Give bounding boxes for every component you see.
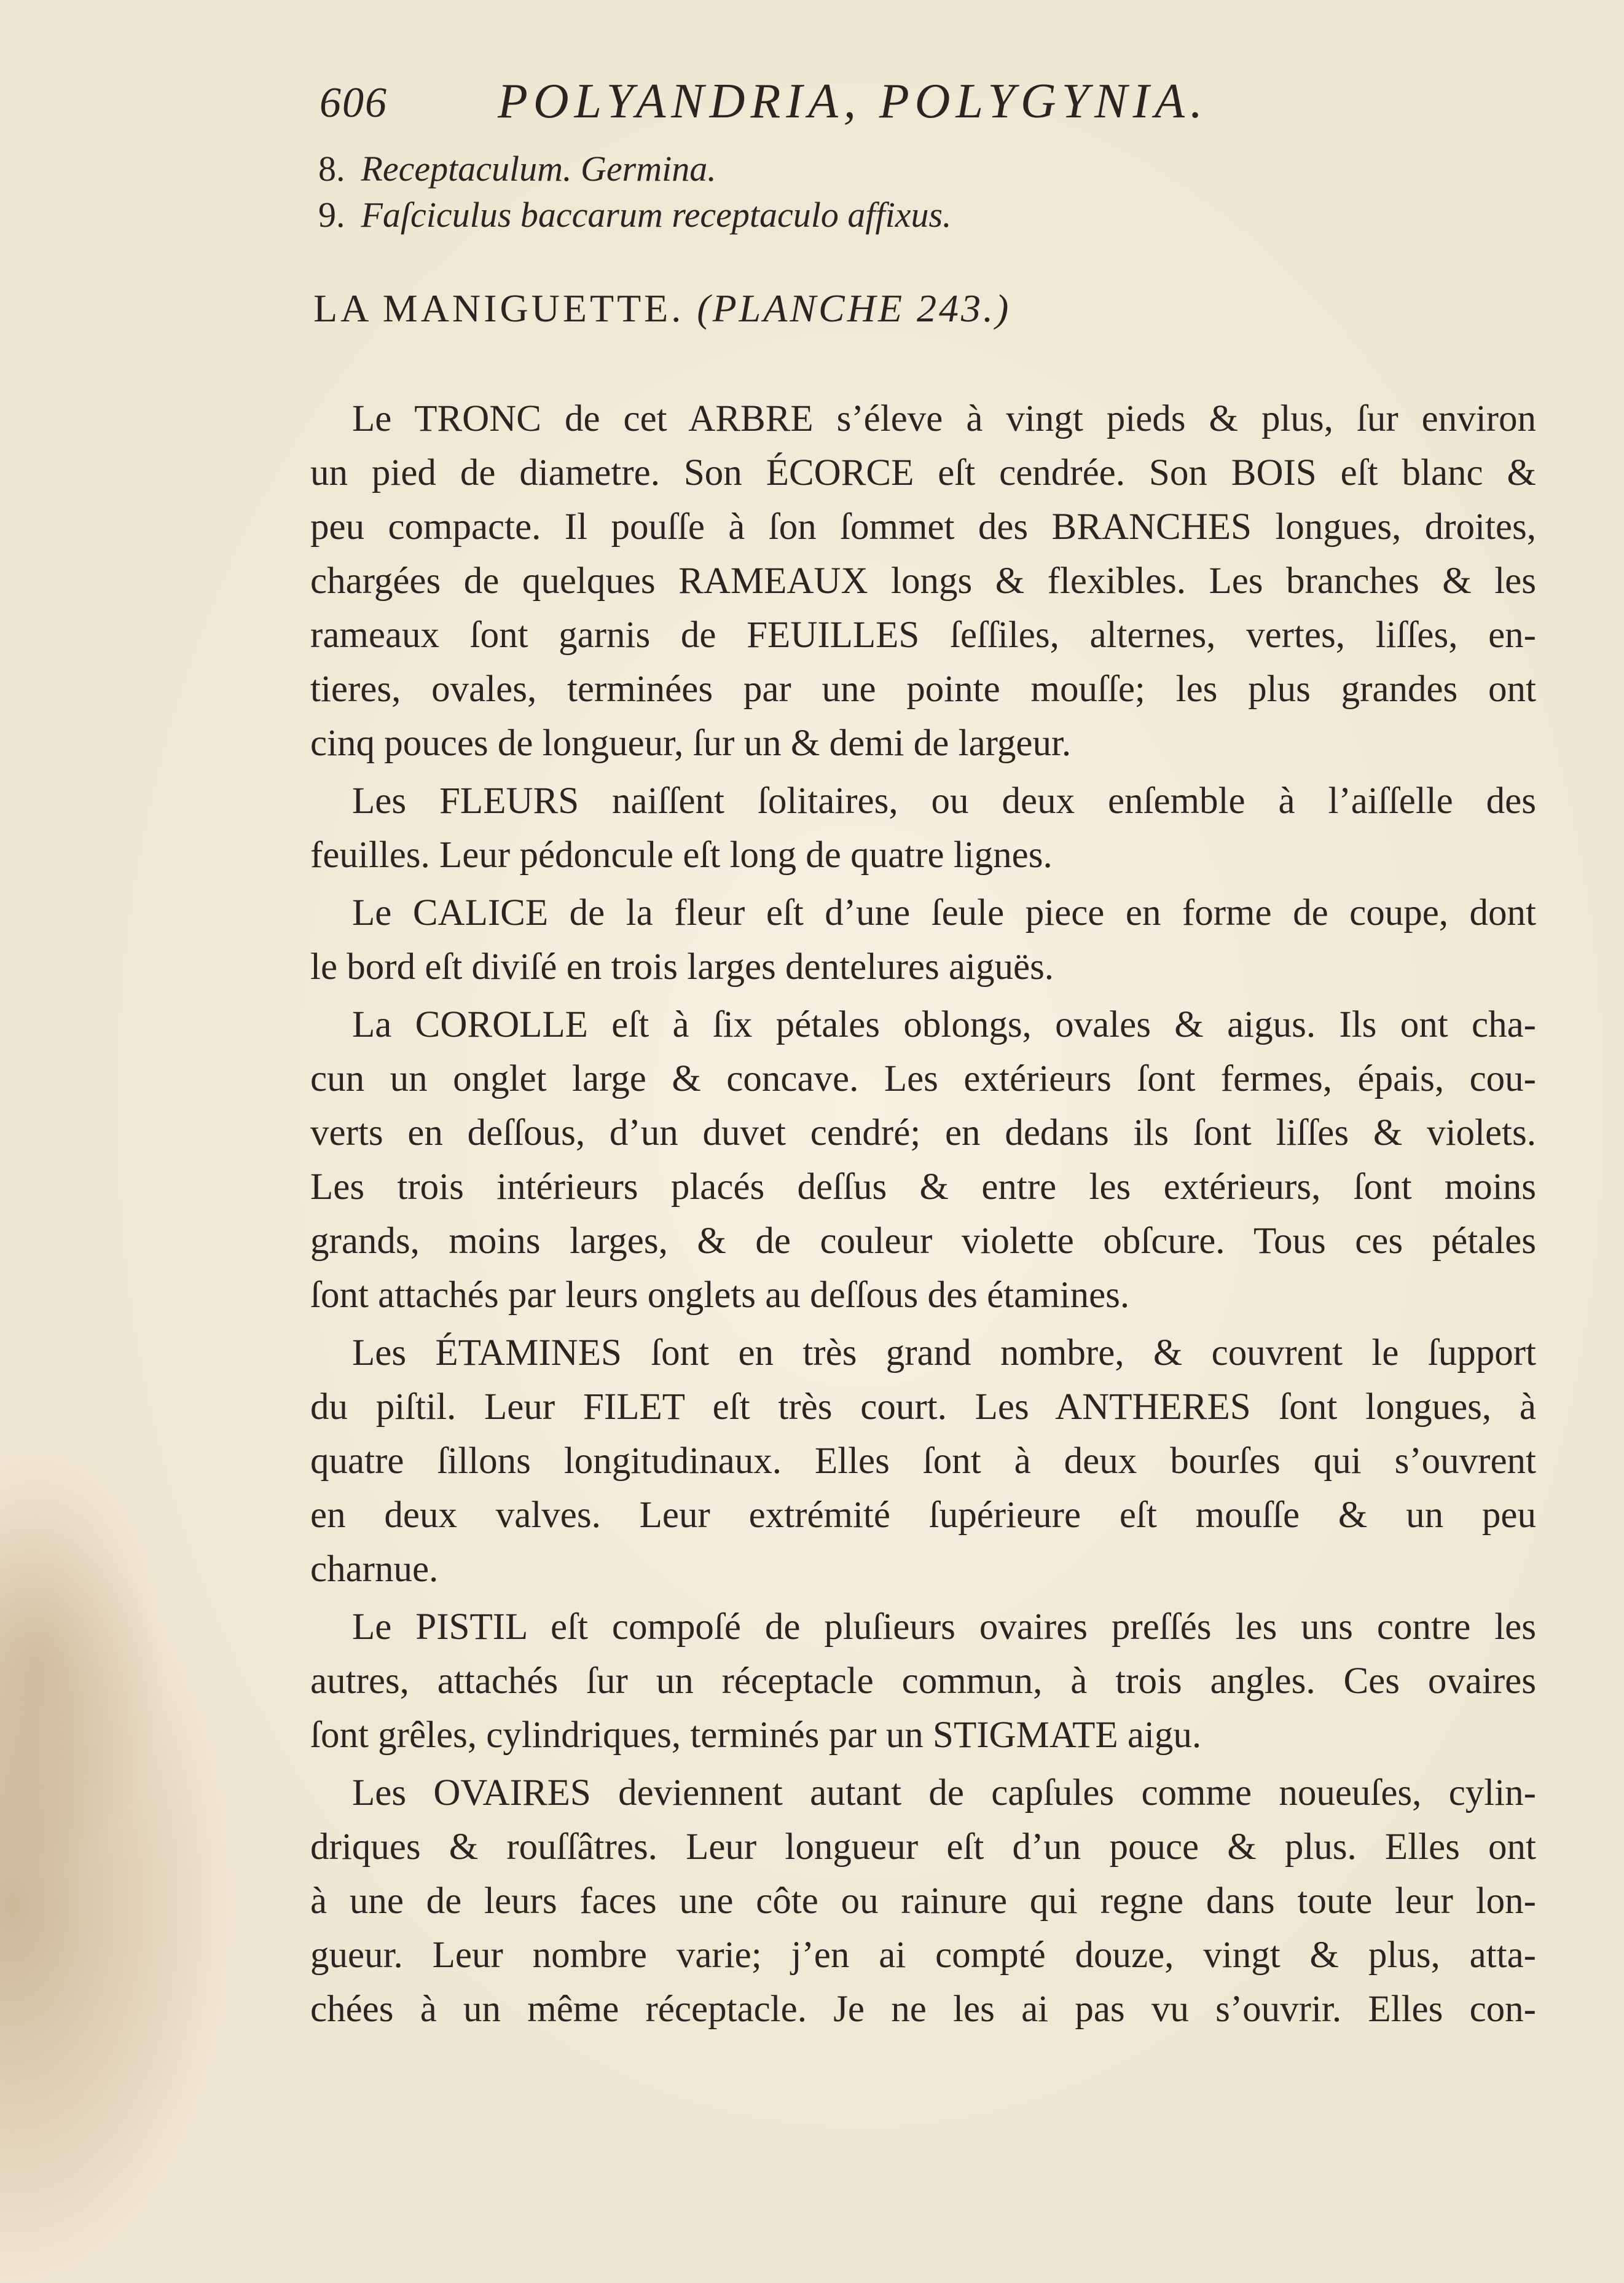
text-line: chées à un même réceptacle. Je ne les ai pas vu s’ouvrir. Elles con-: [310, 1989, 1536, 2030]
text-line: grands, moins larges, & de couleur violette obſcure. Tous ces pétales: [310, 1220, 1536, 1262]
section-title: LA MANIGUETTE.: [313, 286, 685, 330]
text-line: verts en deſſous, d’un duvet cendré; en dedans ils ſont liſſes & violets.: [310, 1112, 1536, 1153]
text-line: à une de leurs faces une côte ou rainure qui regne dans toute leur lon-: [310, 1880, 1536, 1922]
caption-text: Faſciculus baccarum receptaculo affixus.: [361, 195, 952, 235]
text-line: ſont attachés par leurs onglets au deſſous des étamines.: [310, 1275, 1130, 1316]
plate-caption-9: [318, 191, 952, 240]
body-text: [310, 392, 1536, 2040]
paragraph: [310, 774, 1536, 882]
caption-number: 8.: [318, 149, 345, 189]
text-line: charnue.: [310, 1549, 439, 1590]
text-line: le bord eſt diviſé en trois larges dentelures aiguës.: [310, 946, 1054, 988]
caption-text: Receptaculum. Germina.: [361, 149, 716, 189]
text-line: autres, attachés ſur un réceptacle commun, à trois angles. Ces ovaires: [310, 1660, 1536, 1702]
text-line: Le CALICE de la fleur eſt d’une ſeule piece en forme de coupe, dont: [352, 892, 1536, 933]
text-line: driques & rouſſâtres. Leur longueur eſt d’un pouce & plus. Elles ont: [310, 1826, 1536, 1868]
paragraph: [310, 1326, 1536, 1597]
text-line: ſont grêles, cylindriques, terminés par un STIGMATE aigu.: [310, 1715, 1202, 1756]
section-heading: [313, 286, 1011, 331]
text-line: Les trois intérieurs placés deſſus & entre les extérieurs, ſont moins: [310, 1166, 1536, 1208]
text-line: gueur. Leur nombre varie; j’en ai compté douze, vingt & plus, atta-: [310, 1935, 1536, 1976]
plate-reference: (PLANCHE 243.): [697, 286, 1011, 330]
plate-caption-8: [318, 144, 716, 194]
text-line: tieres, ovales, terminées par une pointe mouſſe; les plus grandes ont: [310, 669, 1536, 710]
text-line: cinq pouces de longueur, ſur un & demi de largeur.: [310, 723, 1072, 764]
paragraph: [310, 998, 1536, 1322]
text-line: Les OVAIRES deviennent autant de capſules comme noueuſes, cylin-: [352, 1772, 1536, 1813]
text-line: chargées de quelques RAMEAUX longs & flexibles. Les branches & les: [310, 560, 1536, 602]
paragraph: [310, 1766, 1536, 2037]
text-line: peu compacte. Il pouſſe à ſon ſommet des BRANCHES longues, droites,: [310, 506, 1536, 548]
running-title: POLYANDRIA, POLYGYNIA.: [498, 74, 1208, 128]
text-line: feuilles. Leur pédoncule eſt long de quatre lignes.: [310, 835, 1053, 876]
text-line: Le PISTIL eſt compoſé de pluſieurs ovaires preſſés les uns contre les: [352, 1606, 1536, 1648]
caption-number: 9.: [318, 195, 345, 235]
page-number: 606: [320, 79, 388, 127]
text-line: Le TRONC de cet ARBRE s’éleve à vingt pieds & plus, ſur environ: [352, 398, 1536, 439]
text-line: cun un onglet large & concave. Les extérieurs ſont fermes, épais, cou-: [310, 1058, 1536, 1099]
text-line: du piſtil. Leur FILET eſt très court. Les ANTHERES ſont longues, à: [310, 1386, 1536, 1428]
running-head: [320, 74, 1376, 135]
text-line: La COROLLE eſt à ſix pétales oblongs, ovales & aigus. Ils ont cha-: [352, 1004, 1536, 1045]
text-line: quatre ſillons longitudinaux. Elles ſont à deux bourſes qui s’ouvrent: [310, 1440, 1536, 1482]
text-line: Les ÉTAMINES ſont en très grand nombre, & couvrent le ſupport: [352, 1332, 1536, 1373]
paragraph: [310, 1600, 1536, 1762]
paragraph: [310, 392, 1536, 771]
text-line: un pied de diametre. Son ÉCORCE eſt cendrée. Son BOIS eſt blanc &: [310, 452, 1536, 493]
paragraph: [310, 886, 1536, 994]
text-line: Les FLEURS naiſſent ſolitaires, ou deux enſemble à l’aiſſelle des: [352, 780, 1536, 822]
text-line: en deux valves. Leur extrémité ſupérieure eſt mouſſe & un peu: [310, 1495, 1536, 1536]
text-line: rameaux ſont garnis de FEUILLES ſeſſiles, alternes, vertes, liſſes, en-: [310, 615, 1536, 656]
